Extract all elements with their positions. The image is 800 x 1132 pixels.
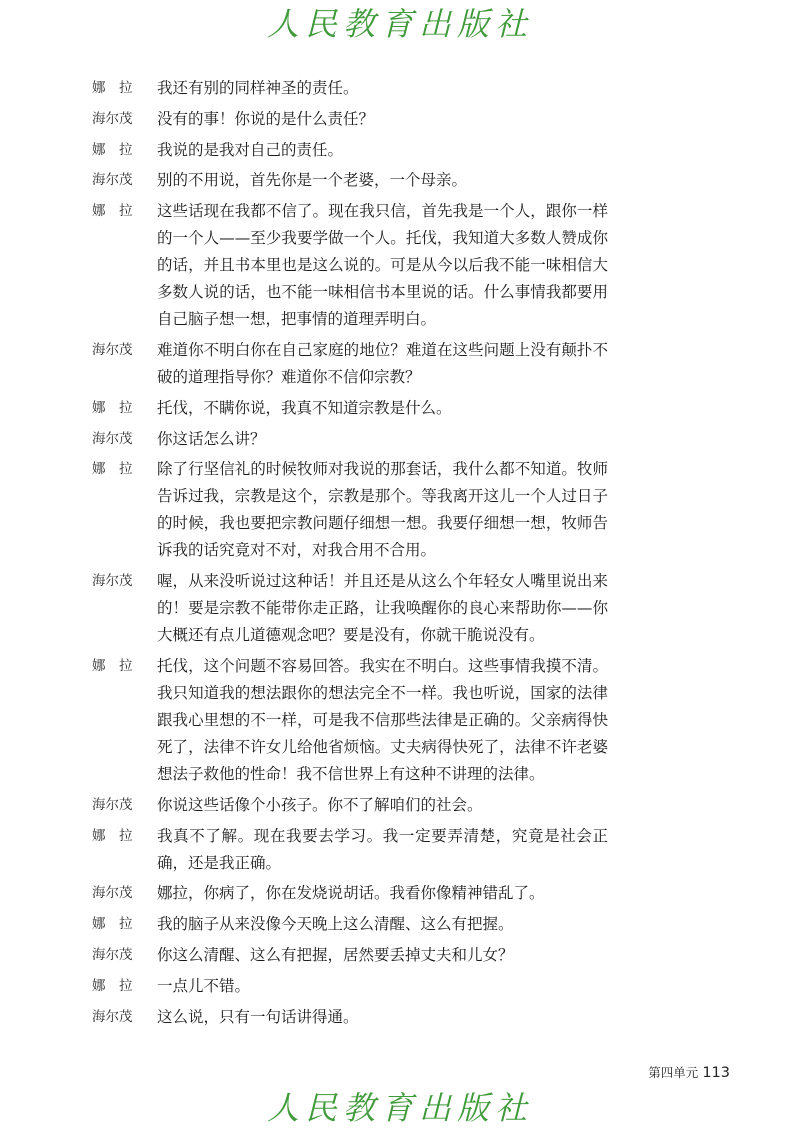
dialogue-line bbox=[88, 137, 608, 164]
speaker-name: 海尔茂 bbox=[92, 1008, 133, 1025]
speaker-name: 娜 拉 bbox=[92, 916, 133, 933]
speaker-name: 娜 拉 bbox=[92, 461, 133, 478]
dialogue-line bbox=[88, 973, 608, 1000]
speaker-name: 娜 拉 bbox=[92, 203, 133, 220]
dialogue bbox=[88, 75, 608, 1034]
unit-label: 第四单元 bbox=[648, 1065, 699, 1080]
speech-text: 难道你不明白你在自己家庭的地位？难道在这些问题上没有颠扑不破的道理指导你？难道你不信仰宗教？ bbox=[157, 340, 608, 386]
dialogue-line bbox=[88, 880, 608, 907]
speaker-name: 娜 拉 bbox=[92, 827, 133, 844]
speech-text: 托伐，不瞒你说，我真不知道宗教是什么。 bbox=[157, 398, 452, 417]
speaker-name: 海尔茂 bbox=[92, 885, 133, 902]
speaker-name: 海尔茂 bbox=[92, 573, 133, 590]
dialogue-line bbox=[88, 1004, 608, 1031]
speech-text: 没有的事！你说的是什么责任？ bbox=[157, 109, 375, 128]
dialogue-line bbox=[88, 823, 608, 877]
dialogue-line bbox=[88, 426, 608, 453]
dialogue-line bbox=[88, 653, 608, 788]
speaker-name: 娜 拉 bbox=[92, 657, 133, 674]
dialogue-line bbox=[88, 395, 608, 422]
speech-text: 你说这些话像个小孩子。你不了解咱们的社会。 bbox=[157, 795, 483, 814]
dialogue-line bbox=[88, 792, 608, 819]
speaker-name: 海尔茂 bbox=[92, 430, 133, 447]
dialogue-line bbox=[88, 337, 608, 391]
speech-text: 托伐，这个问题不容易回答。我实在不明白。这些事情我摸不清。我只知道我的想法跟你的想法完全不一样。我也听说，国家的法律跟我心里想的不一样，可是我不信那些法律是正确的。父亲病得快死了，法律不许女儿给他省烦恼。丈夫病得快死了，法律不许老婆想法子救他的性命！我不信世界上有这种不讲理的法律。 bbox=[157, 656, 608, 783]
speech-text: 这么说，只有一句话讲得通。 bbox=[157, 1007, 359, 1026]
speech-text: 你这话怎么讲？ bbox=[157, 429, 266, 448]
dialogue-line bbox=[88, 456, 608, 564]
publisher-watermark-top: 人民教育出版社 bbox=[266, 5, 533, 43]
speech-text: 娜拉，你病了，你在发烧说胡话。我看你像精神错乱了。 bbox=[157, 884, 545, 903]
speaker-name: 海尔茂 bbox=[92, 946, 133, 963]
page-number: 113 bbox=[702, 1065, 730, 1081]
dialogue-line bbox=[88, 75, 608, 102]
speech-text: 喔，从来没听说过这种话！并且还是从这么个年轻女人嘴里说出来的！要是宗教不能带你走正路，让我唤醒你的良心来帮助你——你大概还有点儿道德观念吧？要是没有，你就干脆说没有。 bbox=[157, 572, 608, 645]
speaker-name: 娜 拉 bbox=[92, 977, 133, 994]
speech-text: 一点儿不错。 bbox=[157, 976, 251, 995]
speech-text: 我的脑子从来没像今天晚上这么清醒、这么有把握。 bbox=[157, 915, 514, 934]
speaker-name: 海尔茂 bbox=[92, 172, 133, 189]
speaker-name: 海尔茂 bbox=[92, 110, 133, 127]
dialogue-line bbox=[88, 198, 608, 333]
dialogue-line bbox=[88, 942, 608, 969]
speech-text: 我还有别的同样神圣的责任。 bbox=[157, 79, 359, 97]
dialogue-line bbox=[88, 911, 608, 938]
speaker-name: 娜 拉 bbox=[92, 80, 133, 96]
speaker-name: 海尔茂 bbox=[92, 796, 133, 813]
publisher-watermark-bottom: 人民教育出版社 bbox=[266, 1089, 533, 1127]
speech-text: 你这么清醒、这么有把握，居然要丢掉丈夫和儿女？ bbox=[157, 945, 514, 964]
dialogue-line bbox=[88, 106, 608, 133]
speech-text: 除了行坚信礼的时候牧师对我说的那套话，我什么都不知道。牧师告诉过我，宗教是这个，宗教是那个。等我离开这儿一个人过日子的时候，我也要把宗教问题仔细想一想。我要仔细想一想，牧师告诉我的话究竟对不对，对我合用不合用。 bbox=[157, 460, 608, 560]
dialogue-line bbox=[88, 568, 608, 649]
speech-text: 我真不了解。现在我要去学习。我一定要弄清楚，究竟是社会正确，还是我正确。 bbox=[157, 826, 608, 872]
speech-text: 我说的是我对自己的责任。 bbox=[157, 140, 344, 159]
page-footer bbox=[620, 1062, 730, 1081]
dialogue-line bbox=[88, 167, 608, 194]
speech-text: 这些话现在我都不信了。现在我只信，首先我是一个人，跟你一样的一个人——至少我要学做一个人。托伐，我知道大多数人赞成你的话，并且书本里也是这么说的。可是从今以后我不能一味相信大多数人说的话，也不能一味相信书本里说的话。什么事情我都要用自己脑子想一想，把事情的道理弄明白。 bbox=[157, 202, 608, 329]
speech-text: 别的不用说，首先你是一个老婆，一个母亲。 bbox=[157, 171, 468, 190]
speaker-name: 娜 拉 bbox=[92, 399, 133, 416]
speaker-name: 海尔茂 bbox=[92, 341, 133, 358]
speaker-name: 娜 拉 bbox=[92, 141, 133, 158]
